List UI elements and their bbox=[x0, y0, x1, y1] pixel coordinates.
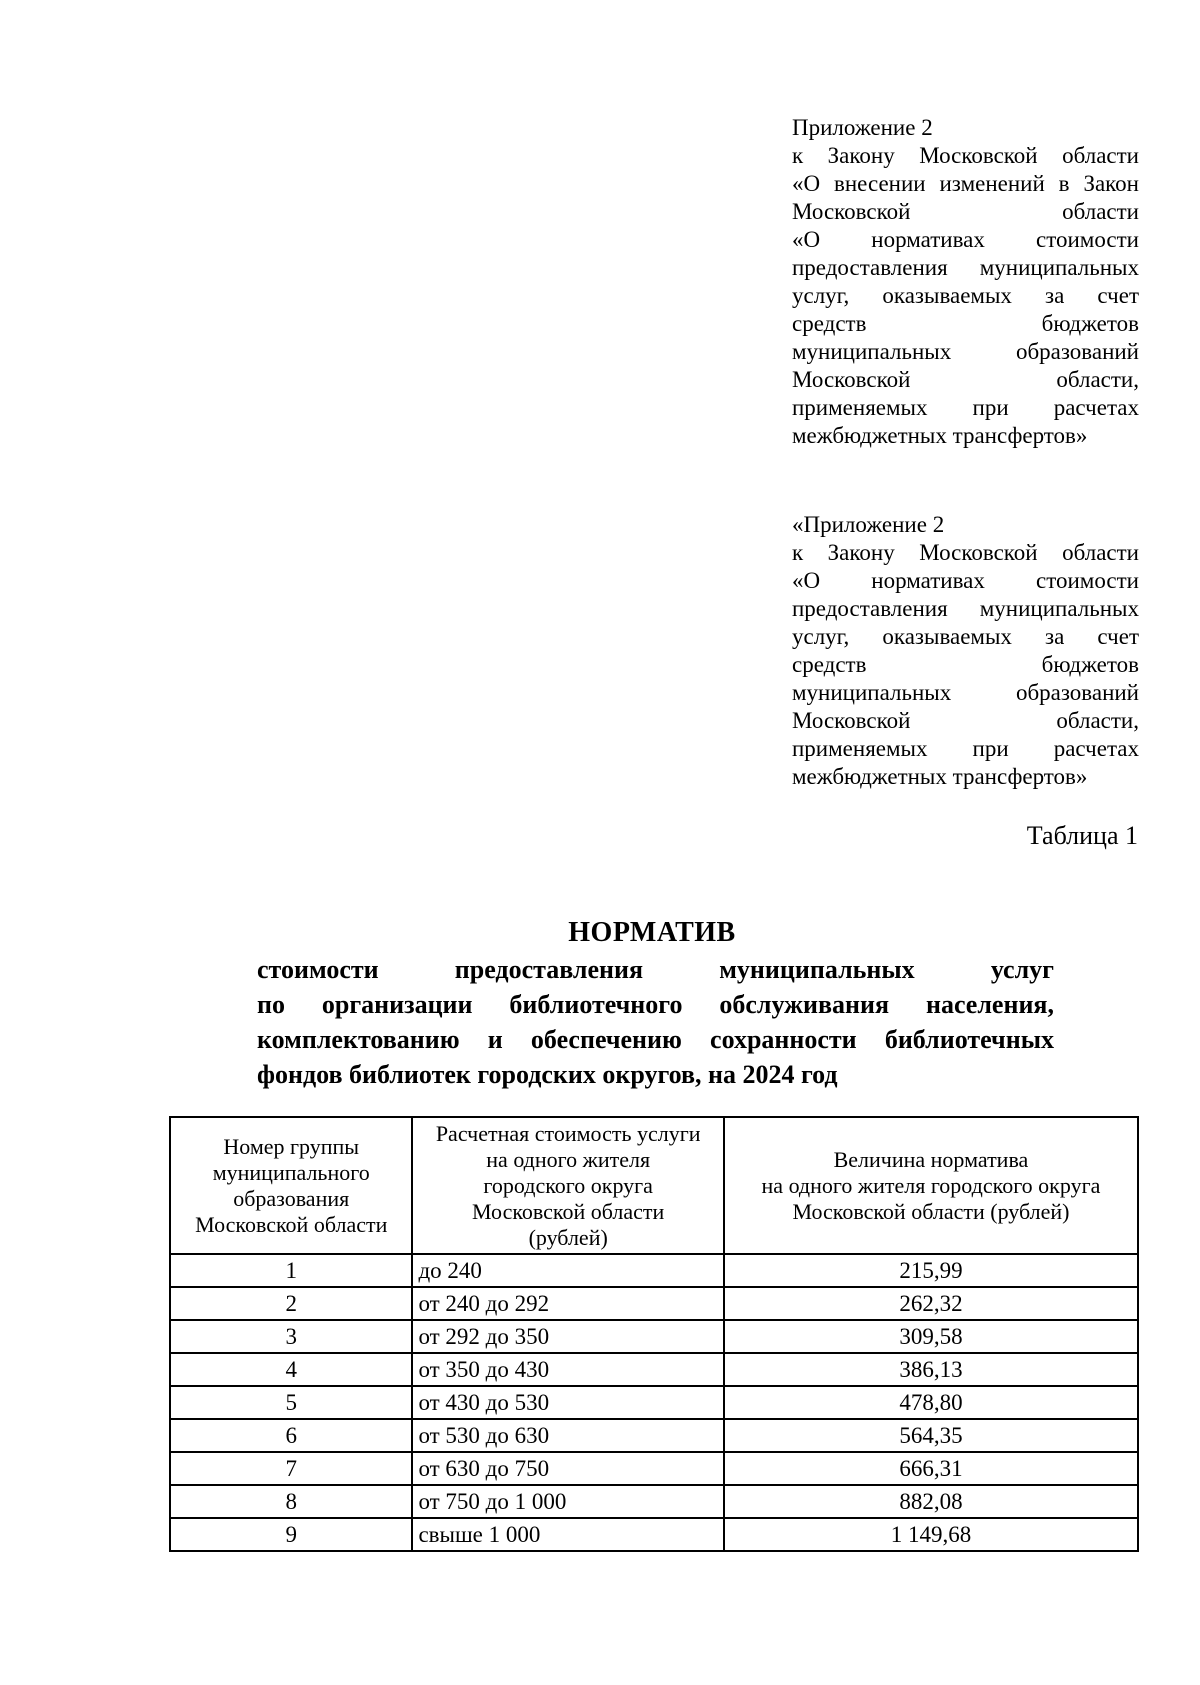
cell-group: 1 bbox=[170, 1254, 412, 1287]
header-line: образования bbox=[233, 1185, 350, 1211]
table-row bbox=[170, 1320, 1138, 1353]
annex-line: услуг, оказываемых за счет bbox=[792, 283, 1139, 308]
cell-group: 6 bbox=[170, 1419, 412, 1452]
document-subtitle bbox=[257, 952, 1054, 1092]
annex-line: к Закону Московской области bbox=[792, 540, 1139, 565]
annex-line: применяемых при расчетах bbox=[792, 736, 1139, 761]
table-row bbox=[170, 1485, 1138, 1518]
annex-header-amendment bbox=[792, 114, 1139, 450]
annex-line: Московской области, bbox=[792, 708, 1139, 733]
header-line: (рублей) bbox=[528, 1224, 608, 1250]
cell-value: 478,80 bbox=[724, 1386, 1138, 1419]
norm-table bbox=[169, 1116, 1139, 1552]
annex-line: средств бюджетов bbox=[792, 311, 1139, 336]
cell-range: от 240 до 292 bbox=[412, 1287, 723, 1320]
header-group-number bbox=[170, 1117, 412, 1254]
header-line: Величина норматива bbox=[833, 1146, 1029, 1172]
cell-range: от 430 до 530 bbox=[412, 1386, 723, 1419]
annex-line: применяемых при расчетах bbox=[792, 395, 1139, 420]
header-norm-value bbox=[724, 1117, 1138, 1254]
cell-group: 7 bbox=[170, 1452, 412, 1485]
cell-range: до 240 bbox=[412, 1254, 723, 1287]
annex-line: межбюджетных трансфертов» bbox=[792, 423, 1088, 448]
table-label: Таблица 1 bbox=[1026, 821, 1138, 850]
cell-value: 1 149,68 bbox=[724, 1518, 1138, 1551]
annex-line: муниципальных образований bbox=[792, 339, 1139, 364]
cell-range: свыше 1 000 bbox=[412, 1518, 723, 1551]
cell-group: 2 bbox=[170, 1287, 412, 1320]
cell-group: 8 bbox=[170, 1485, 412, 1518]
cell-range: от 530 до 630 bbox=[412, 1419, 723, 1452]
cell-value: 564,35 bbox=[724, 1419, 1138, 1452]
subtitle-line: комплектованию и обеспечению сохранности библиотечных bbox=[257, 1025, 1054, 1054]
header-line: Номер группы bbox=[223, 1133, 360, 1159]
annex-line: средств бюджетов bbox=[792, 652, 1139, 677]
subtitle-line: по организации библиотечного обслуживания населения, bbox=[257, 990, 1054, 1019]
annex-line: «О нормативах стоимости bbox=[792, 568, 1139, 593]
cell-value: 262,32 bbox=[724, 1287, 1138, 1320]
annex-line: предоставления муниципальных bbox=[792, 255, 1139, 280]
cell-value: 386,13 bbox=[724, 1353, 1138, 1386]
annex-line: муниципальных образований bbox=[792, 680, 1139, 705]
table-header-row bbox=[170, 1117, 1138, 1254]
header-line: Московской области (рублей) bbox=[792, 1198, 1070, 1224]
table-row bbox=[170, 1419, 1138, 1452]
table-row bbox=[170, 1287, 1138, 1320]
annex-line: услуг, оказываемых за счет bbox=[792, 624, 1139, 649]
annex-line: Московской области, bbox=[792, 367, 1139, 392]
table-row bbox=[170, 1452, 1138, 1485]
cell-group: 9 bbox=[170, 1518, 412, 1551]
cell-group: 5 bbox=[170, 1386, 412, 1419]
header-line: муниципального bbox=[212, 1159, 370, 1185]
annex-line: к Закону Московской области bbox=[792, 143, 1139, 168]
cell-value: 666,31 bbox=[724, 1452, 1138, 1485]
cell-group: 3 bbox=[170, 1320, 412, 1353]
subtitle-line: стоимости предоставления муниципальных услуг bbox=[257, 955, 1054, 984]
header-line: Московской области bbox=[195, 1211, 388, 1237]
header-line: Московской области bbox=[472, 1198, 665, 1224]
cell-range: от 292 до 350 bbox=[412, 1320, 723, 1353]
cell-value: 309,58 bbox=[724, 1320, 1138, 1353]
annex-line: «О нормативах стоимости bbox=[792, 227, 1139, 252]
header-estimated-cost bbox=[412, 1117, 723, 1254]
cell-value: 882,08 bbox=[724, 1485, 1138, 1518]
annex-line: Приложение 2 bbox=[792, 115, 933, 140]
cell-range: от 350 до 430 bbox=[412, 1353, 723, 1386]
annex-line: «Приложение 2 bbox=[792, 512, 945, 537]
annex-line: межбюджетных трансфертов» bbox=[792, 764, 1088, 789]
table-row bbox=[170, 1386, 1138, 1419]
cell-value: 215,99 bbox=[724, 1254, 1138, 1287]
annex-header-original bbox=[792, 511, 1139, 791]
document-title: НОРМАТИВ bbox=[568, 917, 736, 948]
header-line: на одного жителя городского округа bbox=[761, 1172, 1101, 1198]
table-row bbox=[170, 1518, 1138, 1551]
annex-line: предоставления муниципальных bbox=[792, 596, 1139, 621]
annex-line: Московской области bbox=[792, 199, 1139, 224]
table-row bbox=[170, 1353, 1138, 1386]
header-line: городского округа bbox=[483, 1172, 653, 1198]
cell-group: 4 bbox=[170, 1353, 412, 1386]
subtitle-line: фондов библиотек городских округов, на 2024 год bbox=[257, 1060, 838, 1089]
header-line: Расчетная стоимость услуги bbox=[435, 1120, 701, 1146]
header-line: на одного жителя bbox=[486, 1146, 651, 1172]
annex-line: «О внесении изменений в Закон bbox=[792, 171, 1139, 196]
cell-range: от 630 до 750 bbox=[412, 1452, 723, 1485]
table-row bbox=[170, 1254, 1138, 1287]
cell-range: от 750 до 1 000 bbox=[412, 1485, 723, 1518]
